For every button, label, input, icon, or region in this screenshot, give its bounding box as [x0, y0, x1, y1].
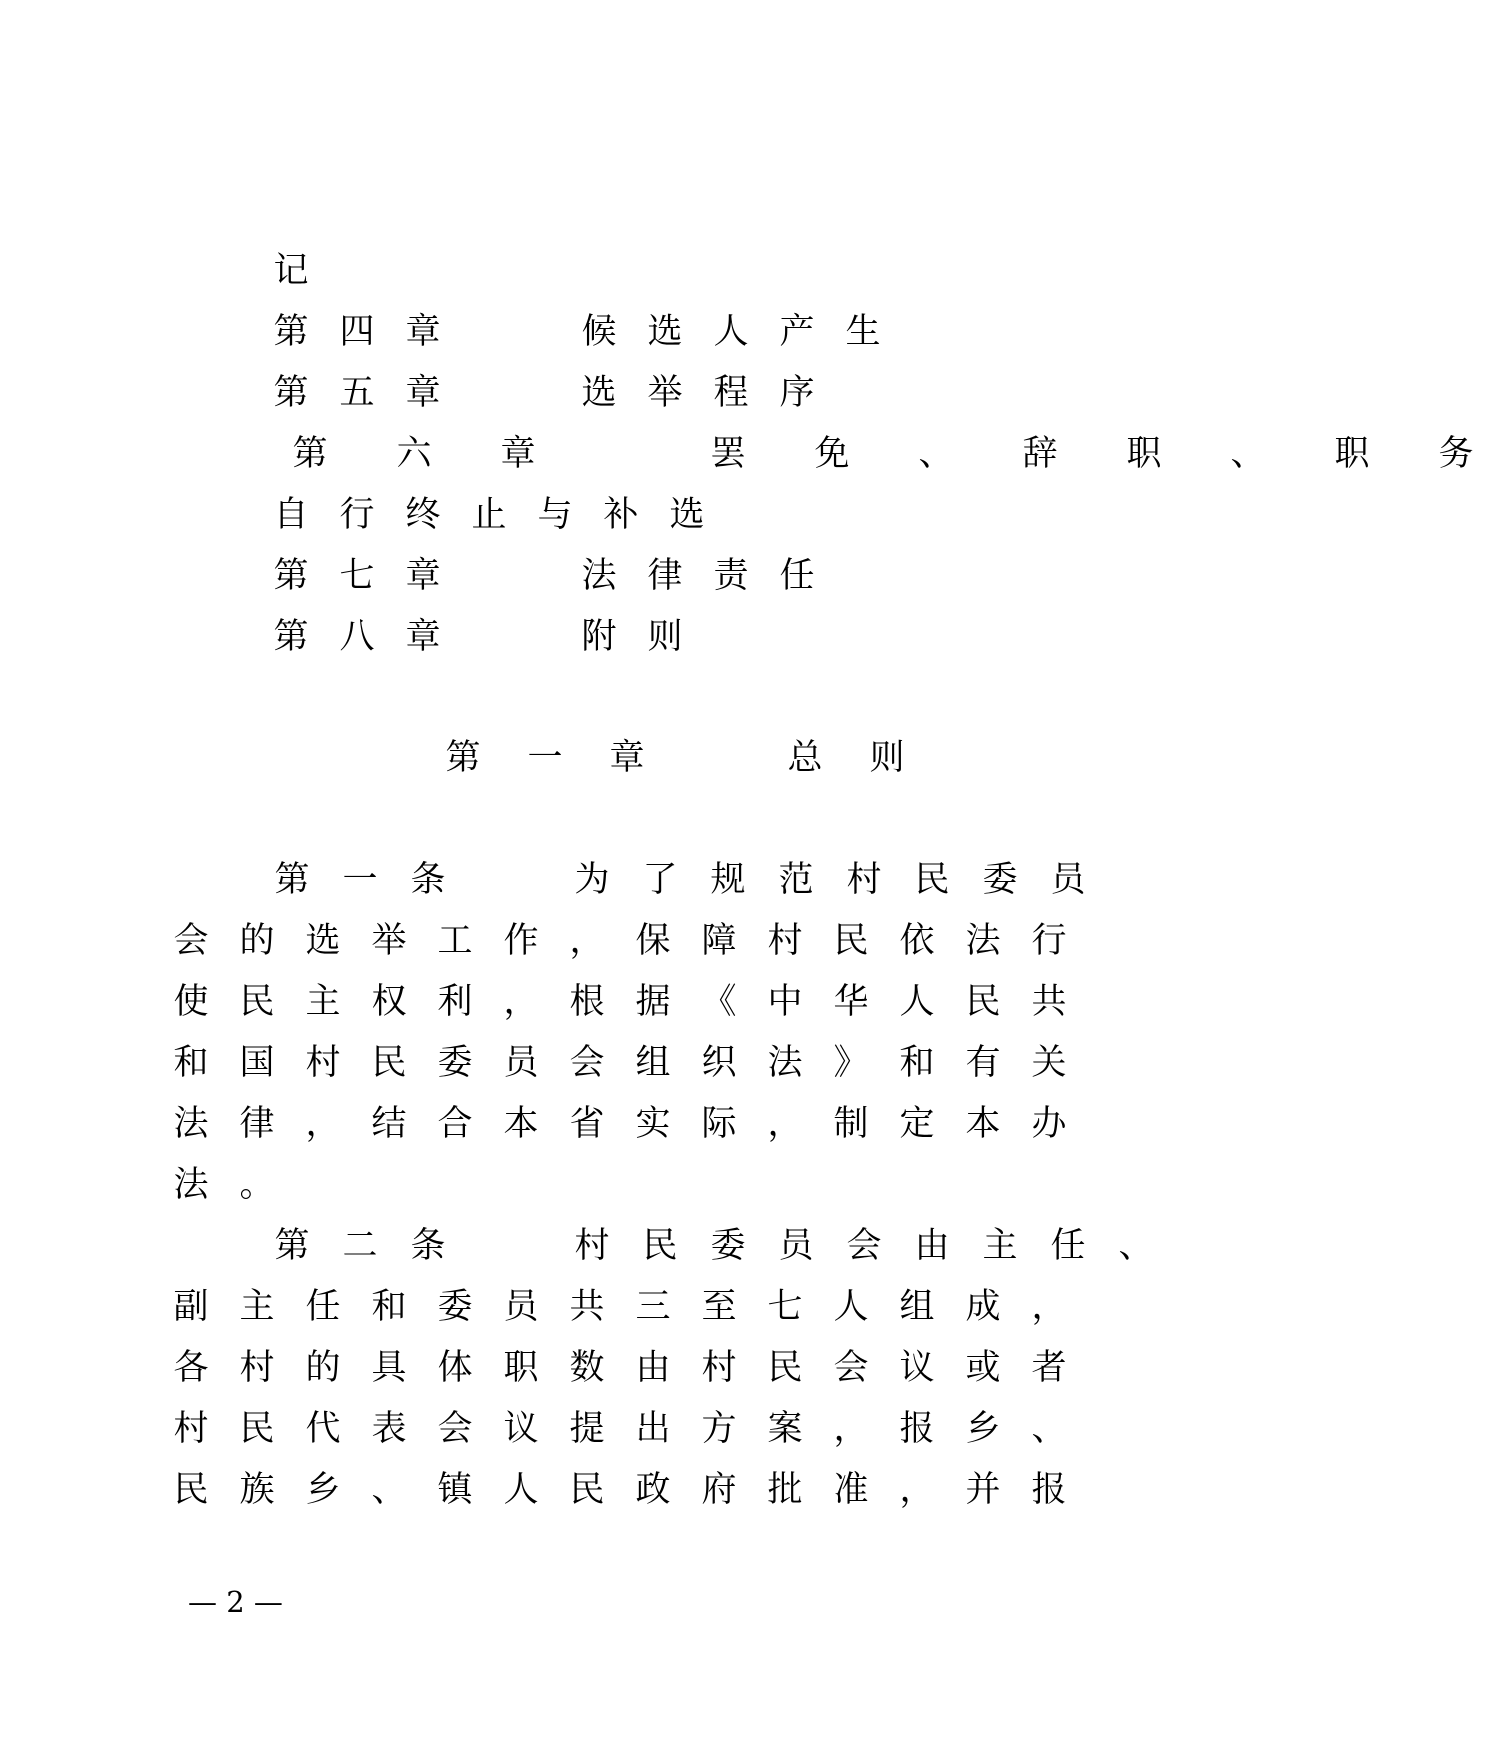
glyph: 三 — [635, 1287, 671, 1327]
glyph: 或 — [965, 1348, 1001, 1388]
glyph: 民 — [569, 1470, 605, 1510]
glyph: 府 — [701, 1470, 737, 1510]
glyph: 关 — [1031, 1043, 1067, 1083]
article-1-line-3 — [158, 971, 1082, 1033]
glyph: 出 — [635, 1409, 671, 1449]
toc-line-continuation — [258, 240, 324, 302]
glyph: 保 — [635, 921, 671, 961]
glyph: 行 — [1031, 921, 1067, 961]
glyph: 人 — [503, 1470, 539, 1510]
glyph: 章 — [405, 556, 441, 596]
glyph: 第 — [273, 373, 309, 413]
glyph: 记 — [273, 251, 309, 291]
glyph: 选 — [305, 921, 341, 961]
glyph: 依 — [899, 921, 935, 961]
glyph: 会 — [437, 1409, 473, 1449]
glyph: 第 — [292, 434, 328, 474]
glyph: 了 — [642, 860, 678, 900]
glyph: 法 — [767, 1043, 803, 1083]
glyph: 第 — [273, 617, 309, 657]
glyph: 律 — [647, 556, 683, 596]
glyph: 为 — [574, 860, 610, 900]
glyph: 、 — [918, 434, 954, 474]
chapter-heading — [422, 727, 928, 789]
glyph: ， — [503, 982, 539, 1022]
glyph: 员 — [778, 1226, 814, 1266]
article-2-line-3 — [158, 1337, 1082, 1399]
glyph: 政 — [635, 1470, 671, 1510]
glyph: 村 — [239, 1348, 275, 1388]
glyph: 候 — [581, 312, 617, 352]
glyph: 规 — [710, 860, 746, 900]
glyph: ， — [305, 1104, 341, 1144]
glyph: ， — [899, 1470, 935, 1510]
article-1-line-6 — [158, 1154, 290, 1216]
glyph: 案 — [767, 1409, 803, 1449]
glyph: 国 — [239, 1043, 275, 1083]
glyph: 员 — [1050, 860, 1086, 900]
glyph: 七 — [767, 1287, 803, 1327]
glyph: 村 — [173, 1409, 209, 1449]
glyph: 人 — [899, 982, 935, 1022]
glyph: 法 — [965, 921, 1001, 961]
glyph: 村 — [305, 1043, 341, 1083]
glyph: 代 — [305, 1409, 341, 1449]
glyph: 第 — [273, 312, 309, 352]
glyph: 民 — [642, 1226, 678, 1266]
glyph: 责 — [713, 556, 749, 596]
glyph: 具 — [371, 1348, 407, 1388]
glyph: 七 — [339, 556, 375, 596]
glyph: 程 — [713, 373, 749, 413]
glyph: 法 — [173, 1104, 209, 1144]
glyph: 华 — [833, 982, 869, 1022]
glyph: 则 — [647, 617, 683, 657]
glyph: 条 — [410, 1226, 446, 1266]
glyph: 报 — [1031, 1470, 1067, 1510]
glyph: 产 — [779, 312, 815, 352]
glyph: 村 — [701, 1348, 737, 1388]
glyph: 四 — [339, 312, 375, 352]
glyph: 副 — [173, 1287, 209, 1327]
glyph: 任 — [305, 1287, 341, 1327]
glyph: 和 — [899, 1043, 935, 1083]
glyph: 乡 — [305, 1470, 341, 1510]
glyph: 障 — [701, 921, 737, 961]
glyph: 会 — [173, 921, 209, 961]
glyph: 职 — [1334, 434, 1370, 474]
glyph: 定 — [899, 1104, 935, 1144]
glyph: 主 — [982, 1226, 1018, 1266]
glyph: 作 — [503, 921, 539, 961]
article-2-line-1 — [258, 1215, 1170, 1277]
glyph: 举 — [371, 921, 407, 961]
glyph: 利 — [437, 982, 473, 1022]
toc-line-chapter-5 — [258, 362, 830, 424]
glyph: 会 — [846, 1226, 882, 1266]
glyph: 由 — [635, 1348, 671, 1388]
article-2-line-5 — [158, 1459, 1082, 1521]
glyph: 法 — [581, 556, 617, 596]
glyph: 《 — [701, 982, 737, 1022]
glyph: 生 — [845, 312, 881, 352]
glyph: 议 — [503, 1409, 539, 1449]
glyph: 委 — [710, 1226, 746, 1266]
glyph: 人 — [833, 1287, 869, 1327]
glyph: ， — [767, 1104, 803, 1144]
glyph: 主 — [239, 1287, 275, 1327]
glyph: 五 — [339, 373, 375, 413]
glyph: 终 — [405, 495, 441, 535]
glyph: 中 — [767, 982, 803, 1022]
glyph: 章 — [500, 434, 536, 474]
article-1-line-1 — [258, 849, 1102, 911]
glyph: 的 — [239, 921, 275, 961]
glyph: 选 — [581, 373, 617, 413]
glyph: 二 — [342, 1226, 378, 1266]
glyph: 结 — [371, 1104, 407, 1144]
glyph: 和 — [371, 1287, 407, 1327]
glyph: 章 — [405, 617, 441, 657]
glyph: 村 — [574, 1226, 610, 1266]
glyph: 总 — [787, 738, 823, 778]
glyph: 八 — [339, 617, 375, 657]
glyph: 议 — [899, 1348, 935, 1388]
glyph: 主 — [305, 982, 341, 1022]
toc-line-chapter-7 — [258, 545, 830, 607]
glyph: 村 — [767, 921, 803, 961]
glyph: 共 — [1031, 982, 1067, 1022]
glyph: 法 — [173, 1165, 209, 1205]
glyph: 则 — [869, 738, 905, 778]
glyph: 行 — [339, 495, 375, 535]
glyph: 免 — [814, 434, 850, 474]
glyph: 方 — [701, 1409, 737, 1449]
glyph: 民 — [965, 982, 1001, 1022]
glyph: 批 — [767, 1470, 803, 1510]
glyph: 章 — [405, 312, 441, 352]
glyph: 际 — [701, 1104, 737, 1144]
glyph: ， — [1031, 1287, 1067, 1327]
glyph: 民 — [833, 921, 869, 961]
article-1-line-5 — [158, 1093, 1082, 1155]
glyph: 报 — [899, 1409, 935, 1449]
glyph: 本 — [503, 1104, 539, 1144]
glyph: 使 — [173, 982, 209, 1022]
article-1-line-4 — [158, 1032, 1082, 1094]
glyph: 组 — [899, 1287, 935, 1327]
glyph: 办 — [1031, 1104, 1067, 1144]
glyph: 族 — [239, 1470, 275, 1510]
glyph: 、 — [1031, 1409, 1067, 1449]
glyph: 由 — [914, 1226, 950, 1266]
glyph: 员 — [503, 1287, 539, 1327]
article-2-line-4 — [158, 1398, 1082, 1460]
glyph: 本 — [965, 1104, 1001, 1144]
toc-line-chapter-6-continued — [258, 484, 720, 546]
glyph: 民 — [239, 1409, 275, 1449]
glyph: 各 — [173, 1348, 209, 1388]
glyph: 六 — [396, 434, 432, 474]
glyph: 第 — [274, 1226, 310, 1266]
glyph: 乡 — [965, 1409, 1001, 1449]
glyph: 。 — [239, 1165, 275, 1205]
glyph: 第 — [445, 738, 481, 778]
glyph: 和 — [173, 1043, 209, 1083]
glyph: 选 — [669, 495, 705, 535]
glyph: 一 — [342, 860, 378, 900]
glyph: 辞 — [1022, 434, 1058, 474]
glyph: 民 — [173, 1470, 209, 1510]
glyph: 律 — [239, 1104, 275, 1144]
glyph: 准 — [833, 1470, 869, 1510]
glyph: 会 — [833, 1348, 869, 1388]
glyph: 省 — [569, 1104, 605, 1144]
glyph: 选 — [647, 312, 683, 352]
glyph: 举 — [647, 373, 683, 413]
glyph: 村 — [846, 860, 882, 900]
glyph: 民 — [239, 982, 275, 1022]
glyph: 章 — [609, 738, 645, 778]
glyph: 镇 — [437, 1470, 473, 1510]
glyph: 数 — [569, 1348, 605, 1388]
glyph: 任 — [1050, 1226, 1086, 1266]
glyph: 体 — [437, 1348, 473, 1388]
toc-line-chapter-4 — [258, 301, 896, 363]
glyph: 据 — [635, 982, 671, 1022]
glyph: 章 — [405, 373, 441, 413]
glyph: 合 — [437, 1104, 473, 1144]
glyph: 提 — [569, 1409, 605, 1449]
glyph: 表 — [371, 1409, 407, 1449]
article-1-line-2 — [158, 910, 1082, 972]
glyph: 的 — [305, 1348, 341, 1388]
glyph: 者 — [1031, 1348, 1067, 1388]
glyph: 组 — [635, 1043, 671, 1083]
glyph: 委 — [437, 1043, 473, 1083]
glyph: 、 — [1230, 434, 1266, 474]
glyph: 务 — [1438, 434, 1474, 474]
glyph: 实 — [635, 1104, 671, 1144]
glyph: 共 — [569, 1287, 605, 1327]
glyph: 并 — [965, 1470, 1001, 1510]
glyph: 范 — [778, 860, 814, 900]
glyph: 至 — [701, 1287, 737, 1327]
glyph: 人 — [713, 312, 749, 352]
glyph: 职 — [503, 1348, 539, 1388]
glyph: 序 — [779, 373, 815, 413]
glyph: 任 — [779, 556, 815, 596]
glyph: 附 — [581, 617, 617, 657]
glyph: 职 — [1126, 434, 1162, 474]
glyph: 成 — [965, 1287, 1001, 1327]
glyph: 止 — [471, 495, 507, 535]
glyph: 织 — [701, 1043, 737, 1083]
glyph: 制 — [833, 1104, 869, 1144]
glyph: 与 — [537, 495, 573, 535]
glyph: 、 — [371, 1470, 407, 1510]
glyph: 条 — [410, 860, 446, 900]
glyph: 第 — [274, 860, 310, 900]
glyph: 民 — [767, 1348, 803, 1388]
glyph: 补 — [603, 495, 639, 535]
glyph: 委 — [982, 860, 1018, 900]
article-2-line-2 — [158, 1276, 1082, 1338]
glyph: ， — [569, 921, 605, 961]
glyph: 第 — [273, 556, 309, 596]
glyph: 会 — [569, 1043, 605, 1083]
glyph: 民 — [371, 1043, 407, 1083]
glyph: 根 — [569, 982, 605, 1022]
glyph: ， — [833, 1409, 869, 1449]
glyph: 有 — [965, 1043, 1001, 1083]
glyph: 委 — [437, 1287, 473, 1327]
toc-line-chapter-8 — [258, 606, 698, 668]
glyph: 自 — [273, 495, 309, 535]
glyph: 民 — [914, 860, 950, 900]
glyph: 、 — [1118, 1226, 1154, 1266]
toc-line-chapter-6 — [258, 423, 1508, 485]
page-number: — 2 — — [188, 1585, 283, 1619]
glyph: 罢 — [710, 434, 746, 474]
glyph: 一 — [527, 738, 563, 778]
glyph: 工 — [437, 921, 473, 961]
glyph: 权 — [371, 982, 407, 1022]
glyph: 》 — [833, 1043, 869, 1083]
glyph: 员 — [503, 1043, 539, 1083]
